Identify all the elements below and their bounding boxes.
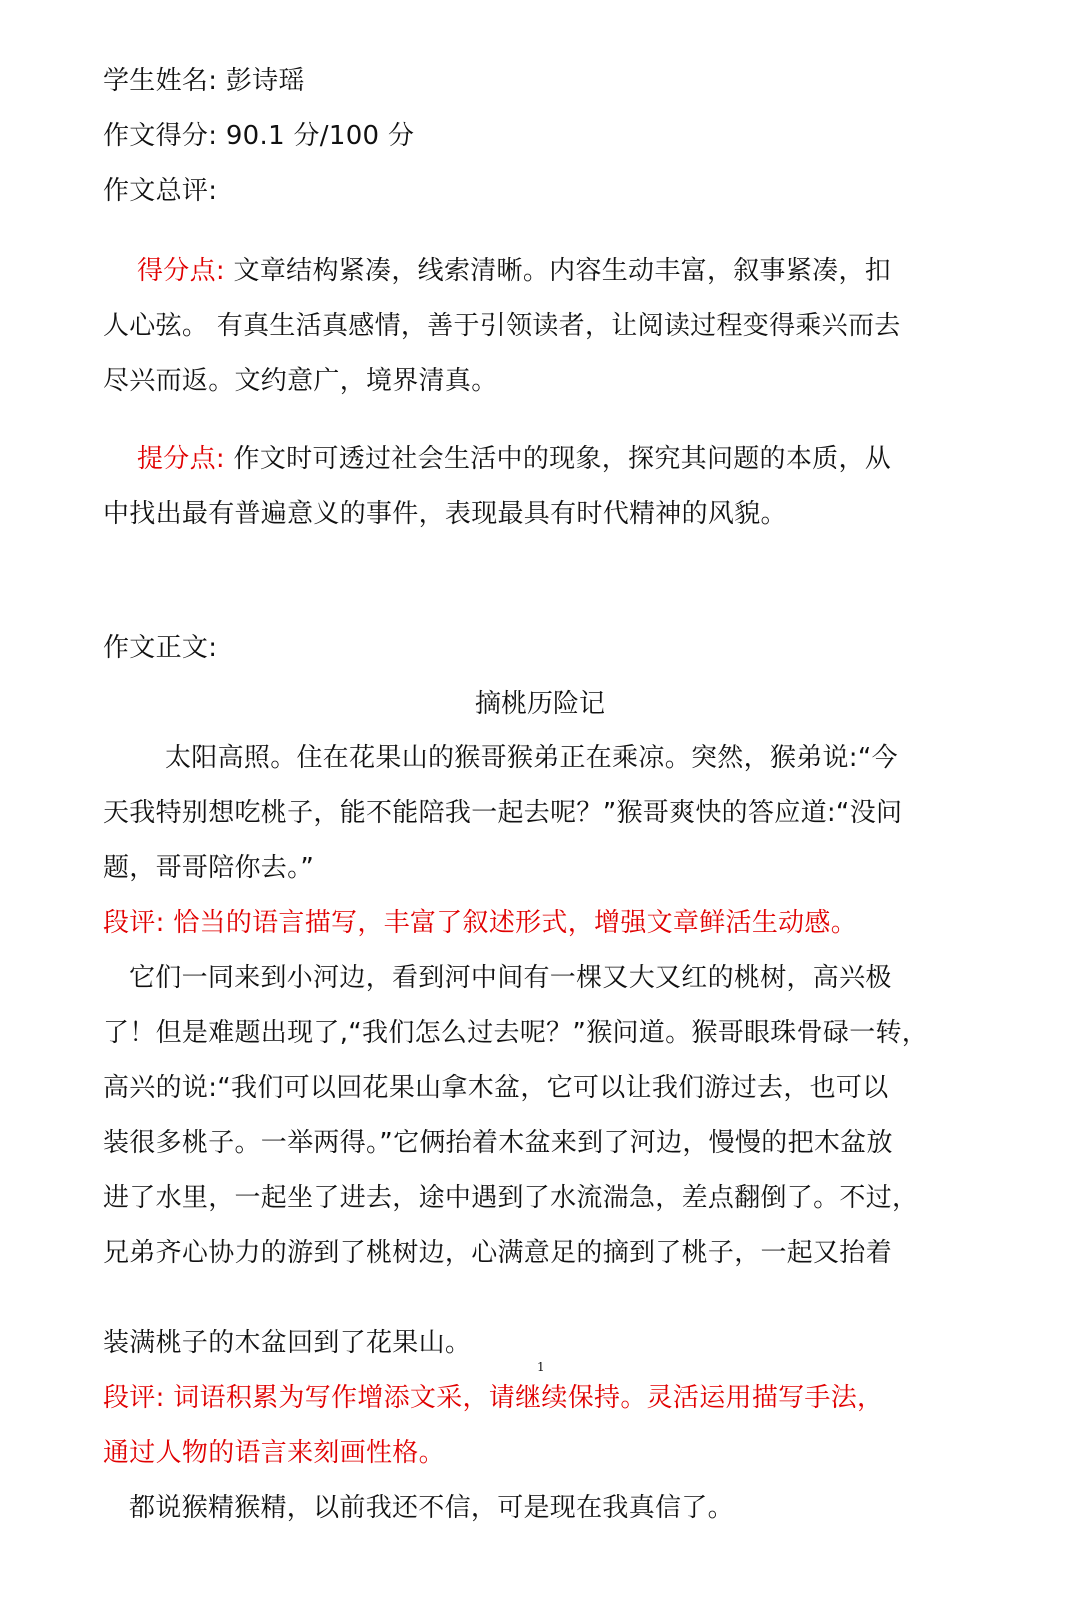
improve-text-1: 作文时可透过社会生活中的现象，探究其问题的本质，从: [233, 444, 892, 474]
para3-line-1: 都说猴精猴精，以前我还不信，可是现在我真信了。: [129, 1493, 734, 1523]
para2-line-3: 高兴的说:“我们可以回花果山拿木盆，它可以让我们游过去，也可以: [103, 1073, 889, 1103]
essay-body-label: 作文正文:: [103, 633, 218, 663]
student-name-value: 彭诗瑶: [225, 66, 305, 96]
improve-line-2: 中找出最有普遍意义的事件，表现最具有时代精神的风貌。: [103, 499, 787, 529]
para2-line-2: 了！但是难题出现了,“我们怎么过去呢？”猴问道。猴哥眼珠骨碌一转，: [103, 1018, 929, 1048]
essay-score-line: [103, 121, 414, 151]
essay-score-label: 作文得分:: [103, 121, 218, 151]
para2-line-4: 装很多桃子。一举两得。”它俩抬着木盆来到了河边，慢慢的把木盆放: [103, 1128, 893, 1158]
merit-text-1: 文章结构紧凑，线索清晰。内容生动丰富，叙事紧凑，扣: [233, 256, 892, 286]
para1-line-3: 题，哥哥陪你去。”: [103, 853, 315, 883]
paragraph-comment-2-line-1: 段评: 词语积累为写作增添文采，请继续保持。灵活运用描写手法，: [103, 1383, 884, 1413]
improve-label: 提分点:: [137, 444, 225, 474]
student-name-line: [103, 66, 305, 96]
essay-score-value: 90.1 分/100 分: [225, 121, 415, 151]
para2-line-1: 它们一同来到小河边，看到河中间有一棵又大又红的桃树，高兴极: [129, 963, 892, 993]
paragraph-comment-2-line-2: 通过人物的语言来刻画性格。: [103, 1438, 445, 1468]
improve-line-1: [137, 444, 891, 474]
page-number: 1: [537, 1360, 545, 1374]
essay-title: 摘桃历险记: [474, 689, 605, 719]
student-name-label: 学生姓名:: [103, 66, 218, 96]
merit-line-3: 尽兴而返。文约意广，境界清真。: [103, 366, 498, 396]
para2-line-7: 装满桃子的木盆回到了花果山。: [103, 1328, 472, 1358]
para2-line-5: 进了水里，一起坐了进去，途中遇到了水流湍急，差点翻倒了。不过，: [103, 1183, 919, 1213]
para1-line-1: 太阳高照。住在花果山的猴哥猴弟正在乘凉。突然，猴弟说:“今: [165, 743, 898, 773]
merit-line-2: 人心弦。 有真生活真感情，善于引领读者，让阅读过程变得乘兴而去: [103, 311, 901, 341]
paragraph-comment-1: 段评: 恰当的语言描写，丰富了叙述形式，增强文章鲜活生动感。: [103, 908, 858, 938]
para1-line-2: 天我特别想吃桃子，能不能陪我一起去呢？”猴哥爽快的答应道:“没问: [103, 798, 903, 828]
merit-label: 得分点:: [137, 256, 225, 286]
overall-review-label: 作文总评:: [103, 176, 218, 206]
merit-line-1: [137, 256, 891, 286]
para2-line-6: 兄弟齐心协力的游到了桃树边，心满意足的摘到了桃子，一起又抬着: [103, 1238, 893, 1268]
